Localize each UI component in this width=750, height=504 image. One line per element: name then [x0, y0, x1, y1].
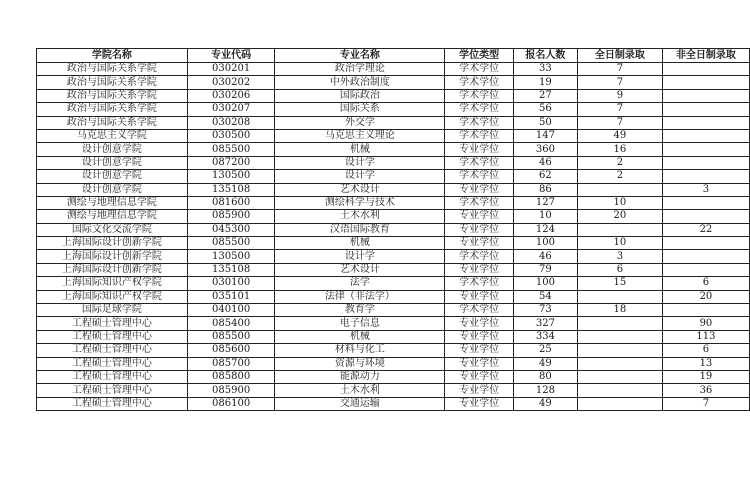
table-row: [37, 250, 750, 263]
cell-applicants: 25: [513, 344, 577, 357]
cell-code: 030500: [187, 129, 275, 142]
cell-applicants: 50: [513, 116, 577, 129]
table-row: [37, 76, 750, 89]
cell-code: 135108: [187, 183, 275, 196]
cell-degree-type: 学术学位: [445, 76, 514, 89]
cell-school: 测绘与地理信息学院: [37, 210, 188, 223]
cell-fulltime: 20: [577, 210, 662, 223]
cell-parttime: [662, 63, 749, 76]
table-row: [37, 290, 750, 303]
cell-degree-type: 专业学位: [445, 183, 514, 196]
cell-degree-type: 专业学位: [445, 384, 514, 397]
cell-parttime: [662, 196, 749, 209]
cell-code: 085700: [187, 357, 275, 370]
cell-applicants: 327: [513, 317, 577, 330]
cell-fulltime: 9: [577, 89, 662, 102]
cell-code: 045300: [187, 223, 275, 236]
cell-major: 机械: [275, 237, 445, 250]
cell-code: 040100: [187, 304, 275, 317]
cell-fulltime: [577, 397, 662, 410]
cell-code: 085500: [187, 143, 275, 156]
cell-school: 上海国际设计创新学院: [37, 263, 188, 276]
table-row: [37, 317, 750, 330]
cell-degree-type: 学术学位: [445, 89, 514, 102]
cell-major: 汉语国际教育: [275, 223, 445, 236]
cell-major: 马克思主义理论: [275, 129, 445, 142]
cell-applicants: 56: [513, 103, 577, 116]
cell-major: 中外政治制度: [275, 76, 445, 89]
cell-school: 设计创意学院: [37, 170, 188, 183]
cell-fulltime: 3: [577, 250, 662, 263]
cell-major: 法学: [275, 277, 445, 290]
table-row: [37, 397, 750, 410]
cell-degree-type: 专业学位: [445, 330, 514, 343]
table-row: [37, 116, 750, 129]
cell-parttime: 6: [662, 277, 749, 290]
cell-degree-type: 学术学位: [445, 129, 514, 142]
header-parttime: 非全日制录取: [662, 49, 749, 63]
cell-major: 艺术设计: [275, 263, 445, 276]
cell-code: 030206: [187, 89, 275, 102]
cell-degree-type: 学术学位: [445, 156, 514, 169]
cell-code: 030201: [187, 63, 275, 76]
cell-school: 工程硕士管理中心: [37, 357, 188, 370]
cell-parttime: 13: [662, 357, 749, 370]
cell-fulltime: 18: [577, 304, 662, 317]
cell-degree-type: 学术学位: [445, 304, 514, 317]
cell-school: 政治与国际关系学院: [37, 116, 188, 129]
cell-school: 上海国际知识产权学院: [37, 277, 188, 290]
cell-fulltime: [577, 317, 662, 330]
cell-parttime: [662, 250, 749, 263]
cell-parttime: 3: [662, 183, 749, 196]
cell-code: 085500: [187, 330, 275, 343]
cell-degree-type: 专业学位: [445, 344, 514, 357]
cell-major: 国际政治: [275, 89, 445, 102]
table-row: [37, 304, 750, 317]
cell-major: 设计学: [275, 170, 445, 183]
cell-degree-type: 专业学位: [445, 290, 514, 303]
table-row: [37, 357, 750, 370]
cell-code: 030207: [187, 103, 275, 116]
cell-degree-type: 学术学位: [445, 63, 514, 76]
cell-parttime: [662, 263, 749, 276]
cell-major: 机械: [275, 143, 445, 156]
table-row: [37, 237, 750, 250]
cell-parttime: 22: [662, 223, 749, 236]
table-row: [37, 210, 750, 223]
cell-fulltime: 7: [577, 116, 662, 129]
cell-school: 测绘与地理信息学院: [37, 196, 188, 209]
cell-applicants: 49: [513, 357, 577, 370]
cell-parttime: 19: [662, 370, 749, 383]
cell-school: 国际足球学院: [37, 304, 188, 317]
cell-school: 马克思主义学院: [37, 129, 188, 142]
cell-code: 130500: [187, 250, 275, 263]
cell-parttime: 20: [662, 290, 749, 303]
cell-major: 土木水利: [275, 210, 445, 223]
cell-school: 政治与国际关系学院: [37, 63, 188, 76]
cell-major: 政治学理论: [275, 63, 445, 76]
cell-degree-type: 学术学位: [445, 250, 514, 263]
cell-fulltime: 7: [577, 63, 662, 76]
cell-applicants: 54: [513, 290, 577, 303]
cell-school: 国际文化交流学院: [37, 223, 188, 236]
table-row: [37, 129, 750, 142]
cell-applicants: 49: [513, 397, 577, 410]
cell-degree-type: 专业学位: [445, 263, 514, 276]
cell-parttime: [662, 129, 749, 142]
cell-applicants: 79: [513, 263, 577, 276]
table-row: [37, 183, 750, 196]
cell-fulltime: 10: [577, 196, 662, 209]
cell-parttime: 113: [662, 330, 749, 343]
cell-code: 035101: [187, 290, 275, 303]
cell-major: 外交学: [275, 116, 445, 129]
cell-fulltime: [577, 344, 662, 357]
cell-applicants: 10: [513, 210, 577, 223]
cell-fulltime: [577, 384, 662, 397]
header-degree-type: 学位类型: [445, 49, 514, 63]
cell-degree-type: 专业学位: [445, 237, 514, 250]
cell-applicants: 73: [513, 304, 577, 317]
cell-code: 085600: [187, 344, 275, 357]
table-row: [37, 63, 750, 76]
cell-fulltime: 10: [577, 237, 662, 250]
cell-applicants: 46: [513, 156, 577, 169]
cell-school: 上海国际知识产权学院: [37, 290, 188, 303]
cell-school: 上海国际设计创新学院: [37, 250, 188, 263]
cell-major: 教育学: [275, 304, 445, 317]
cell-applicants: 128: [513, 384, 577, 397]
cell-degree-type: 学术学位: [445, 277, 514, 290]
cell-code: 086100: [187, 397, 275, 410]
cell-parttime: [662, 210, 749, 223]
cell-school: 设计创意学院: [37, 183, 188, 196]
cell-major: 测绘科学与技术: [275, 196, 445, 209]
cell-fulltime: 16: [577, 143, 662, 156]
cell-major: 法律（非法学）: [275, 290, 445, 303]
cell-fulltime: [577, 223, 662, 236]
table-row: [37, 196, 750, 209]
cell-code: 087200: [187, 156, 275, 169]
cell-fulltime: 15: [577, 277, 662, 290]
cell-major: 交通运输: [275, 397, 445, 410]
cell-school: 工程硕士管理中心: [37, 317, 188, 330]
cell-degree-type: 专业学位: [445, 357, 514, 370]
table-row: [37, 277, 750, 290]
cell-applicants: 80: [513, 370, 577, 383]
cell-fulltime: 49: [577, 129, 662, 142]
header-fulltime: 全日制录取: [577, 49, 662, 63]
cell-parttime: [662, 170, 749, 183]
cell-degree-type: 专业学位: [445, 223, 514, 236]
table-row: [37, 263, 750, 276]
cell-applicants: 27: [513, 89, 577, 102]
cell-school: 政治与国际关系学院: [37, 89, 188, 102]
cell-code: 030208: [187, 116, 275, 129]
cell-school: 设计创意学院: [37, 156, 188, 169]
cell-major: 材料与化工: [275, 344, 445, 357]
cell-code: 130500: [187, 170, 275, 183]
cell-school: 工程硕士管理中心: [37, 330, 188, 343]
cell-applicants: 33: [513, 63, 577, 76]
cell-applicants: 124: [513, 223, 577, 236]
cell-parttime: 7: [662, 397, 749, 410]
cell-code: 030100: [187, 277, 275, 290]
cell-parttime: [662, 103, 749, 116]
cell-parttime: [662, 89, 749, 102]
cell-applicants: 86: [513, 183, 577, 196]
cell-fulltime: 7: [577, 76, 662, 89]
cell-school: 上海国际设计创新学院: [37, 237, 188, 250]
cell-applicants: 127: [513, 196, 577, 209]
cell-applicants: 62: [513, 170, 577, 183]
cell-major: 机械: [275, 330, 445, 343]
table-row: [37, 370, 750, 383]
cell-major: 能源动力: [275, 370, 445, 383]
cell-fulltime: 7: [577, 103, 662, 116]
cell-code: 085900: [187, 384, 275, 397]
cell-degree-type: 专业学位: [445, 210, 514, 223]
cell-parttime: [662, 304, 749, 317]
cell-degree-type: 学术学位: [445, 170, 514, 183]
cell-school: 政治与国际关系学院: [37, 103, 188, 116]
header-code: 专业代码: [187, 49, 275, 63]
cell-parttime: 90: [662, 317, 749, 330]
cell-code: 030202: [187, 76, 275, 89]
cell-school: 工程硕士管理中心: [37, 370, 188, 383]
cell-major: 土木水利: [275, 384, 445, 397]
cell-parttime: [662, 116, 749, 129]
cell-school: 工程硕士管理中心: [37, 344, 188, 357]
cell-applicants: 100: [513, 237, 577, 250]
cell-code: 085900: [187, 210, 275, 223]
cell-school: 政治与国际关系学院: [37, 76, 188, 89]
cell-code: 135108: [187, 263, 275, 276]
cell-degree-type: 学术学位: [445, 196, 514, 209]
cell-major: 国际关系: [275, 103, 445, 116]
table-row: [37, 143, 750, 156]
cell-fulltime: [577, 370, 662, 383]
cell-degree-type: 学术学位: [445, 116, 514, 129]
cell-fulltime: [577, 330, 662, 343]
table-row: [37, 103, 750, 116]
cell-parttime: [662, 143, 749, 156]
cell-fulltime: [577, 357, 662, 370]
header-applicants: 报名人数: [513, 49, 577, 63]
cell-code: 085400: [187, 317, 275, 330]
cell-applicants: 19: [513, 76, 577, 89]
cell-code: 081600: [187, 196, 275, 209]
cell-fulltime: 6: [577, 263, 662, 276]
table-row: [37, 384, 750, 397]
cell-school: 设计创意学院: [37, 143, 188, 156]
table-row: [37, 170, 750, 183]
cell-major: 艺术设计: [275, 183, 445, 196]
cell-parttime: [662, 237, 749, 250]
table-row: [37, 344, 750, 357]
cell-applicants: 360: [513, 143, 577, 156]
cell-fulltime: [577, 290, 662, 303]
cell-major: 设计学: [275, 250, 445, 263]
table-row: [37, 89, 750, 102]
table-row: [37, 223, 750, 236]
cell-parttime: 36: [662, 384, 749, 397]
cell-major: 资源与环境: [275, 357, 445, 370]
cell-parttime: [662, 76, 749, 89]
header-major: 专业名称: [275, 49, 445, 63]
cell-applicants: 334: [513, 330, 577, 343]
cell-code: 085800: [187, 370, 275, 383]
cell-degree-type: 专业学位: [445, 317, 514, 330]
cell-degree-type: 专业学位: [445, 397, 514, 410]
cell-parttime: [662, 156, 749, 169]
table-body: [37, 63, 750, 411]
cell-fulltime: 2: [577, 156, 662, 169]
cell-major: 设计学: [275, 156, 445, 169]
cell-applicants: 46: [513, 250, 577, 263]
cell-school: 工程硕士管理中心: [37, 397, 188, 410]
header-school: 学院名称: [37, 49, 188, 63]
cell-fulltime: 2: [577, 170, 662, 183]
cell-major: 电子信息: [275, 317, 445, 330]
table-row: [37, 156, 750, 169]
admissions-table: [36, 48, 750, 411]
cell-parttime: 6: [662, 344, 749, 357]
cell-degree-type: 学术学位: [445, 103, 514, 116]
cell-fulltime: [577, 183, 662, 196]
cell-school: 工程硕士管理中心: [37, 384, 188, 397]
cell-code: 085500: [187, 237, 275, 250]
header-row: [37, 49, 750, 63]
cell-applicants: 100: [513, 277, 577, 290]
cell-degree-type: 专业学位: [445, 370, 514, 383]
cell-applicants: 147: [513, 129, 577, 142]
table-row: [37, 330, 750, 343]
cell-degree-type: 专业学位: [445, 143, 514, 156]
